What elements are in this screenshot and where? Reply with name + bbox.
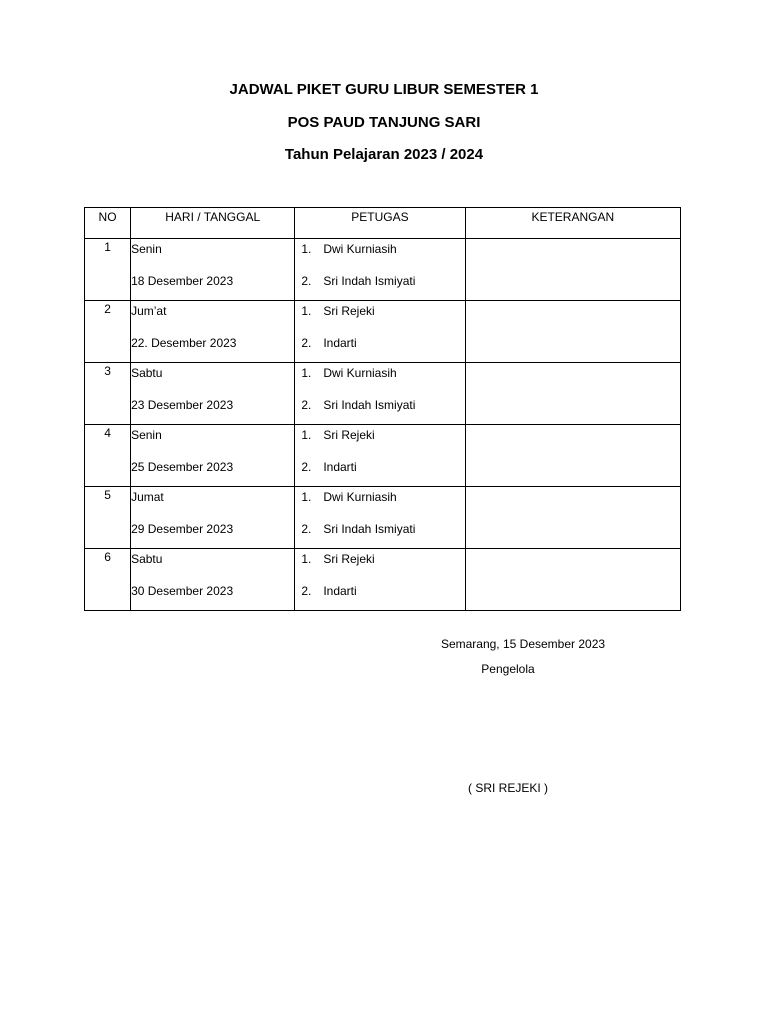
staff-item <box>295 425 464 443</box>
staff-item <box>295 239 464 257</box>
date: 30 Desember 2023 <box>131 584 234 598</box>
table-header-row <box>85 208 681 239</box>
table-row <box>85 425 681 487</box>
staff-cell <box>295 239 465 301</box>
column-header-petugas: PETUGAS <box>295 208 465 239</box>
column-header-hari-tanggal: HARI / TANGGAL <box>131 208 295 239</box>
staff-number: 2. <box>301 584 312 598</box>
document-title: JADWAL PIKET GURU LIBUR SEMESTER 1 <box>229 81 539 98</box>
staff-number: 1. <box>301 304 312 318</box>
staff-name: Sri Indah Ismiyati <box>323 522 416 536</box>
notes-cell <box>465 549 680 611</box>
staff-name: Sri Rejeki <box>323 552 375 566</box>
table-row <box>85 301 681 363</box>
staff-cell <box>295 301 465 363</box>
notes-cell <box>465 363 680 425</box>
staff-name: Sri Rejeki <box>323 304 375 318</box>
signature-name: ( SRI REJEKI ) <box>467 781 548 795</box>
staff-number: 1. <box>301 366 312 380</box>
signature-role: Pengelola <box>481 662 535 676</box>
row-number: 2 <box>85 301 131 363</box>
date: 22. Desember 2023 <box>131 336 237 350</box>
day-date-cell <box>131 549 295 611</box>
row-number: 5 <box>85 487 131 549</box>
column-header-no: NO <box>85 208 131 239</box>
staff-name: Sri Indah Ismiyati <box>323 274 416 288</box>
staff-name: Indarti <box>323 336 357 350</box>
date: 23 Desember 2023 <box>131 398 234 412</box>
staff-item <box>295 487 464 505</box>
staff-name: Sri Indah Ismiyati <box>323 398 416 412</box>
staff-cell <box>295 487 465 549</box>
staff-number: 2. <box>301 398 312 412</box>
staff-item <box>295 397 464 413</box>
staff-number: 1. <box>301 552 312 566</box>
staff-item <box>295 583 464 599</box>
staff-cell <box>295 425 465 487</box>
staff-name: Indarti <box>323 584 357 598</box>
staff-cell <box>295 363 465 425</box>
row-number: 1 <box>85 239 131 301</box>
staff-number: 2. <box>301 274 312 288</box>
staff-item <box>295 549 464 567</box>
table-row <box>85 363 681 425</box>
row-number: 4 <box>85 425 131 487</box>
day-name: Senin <box>131 428 162 442</box>
day-date-cell <box>131 301 295 363</box>
row-number: 6 <box>85 549 131 611</box>
academic-year: Tahun Pelajaran 2023 / 2024 <box>284 146 484 163</box>
staff-number: 2. <box>301 460 312 474</box>
staff-number: 1. <box>301 242 312 256</box>
staff-number: 2. <box>301 522 312 536</box>
date: 29 Desember 2023 <box>131 522 234 536</box>
notes-cell <box>465 487 680 549</box>
staff-number: 2. <box>301 336 312 350</box>
notes-cell <box>465 239 680 301</box>
staff-number: 1. <box>301 428 312 442</box>
table-row <box>85 487 681 549</box>
staff-item <box>295 335 464 351</box>
day-name: Sabtu <box>131 552 163 566</box>
notes-cell <box>465 301 680 363</box>
staff-name: Indarti <box>323 460 357 474</box>
day-name: Jum’at <box>131 304 167 318</box>
column-header-keterangan: KETERANGAN <box>465 208 680 239</box>
day-name: Jumat <box>131 490 164 504</box>
day-date-cell <box>131 239 295 301</box>
staff-name: Sri Rejeki <box>323 428 375 442</box>
day-date-cell <box>131 425 295 487</box>
schedule-table <box>84 207 681 611</box>
table-row <box>85 239 681 301</box>
staff-item <box>295 301 464 319</box>
staff-name: Dwi Kurniasih <box>323 366 397 380</box>
row-number: 3 <box>85 363 131 425</box>
staff-cell <box>295 549 465 611</box>
day-date-cell <box>131 487 295 549</box>
staff-number: 1. <box>301 490 312 504</box>
signature-place-date: Semarang, 15 Desember 2023 <box>440 637 606 651</box>
table-row <box>85 549 681 611</box>
date: 18 Desember 2023 <box>131 274 234 288</box>
day-date-cell <box>131 363 295 425</box>
school-name: POS PAUD TANJUNG SARI <box>287 114 481 131</box>
day-name: Sabtu <box>131 366 163 380</box>
staff-item <box>295 521 464 537</box>
staff-item <box>295 459 464 475</box>
staff-item <box>295 273 464 289</box>
day-name: Senin <box>131 242 162 256</box>
staff-item <box>295 363 464 381</box>
notes-cell <box>465 425 680 487</box>
staff-name: Dwi Kurniasih <box>323 242 397 256</box>
staff-name: Dwi Kurniasih <box>323 490 397 504</box>
date: 25 Desember 2023 <box>131 460 234 474</box>
